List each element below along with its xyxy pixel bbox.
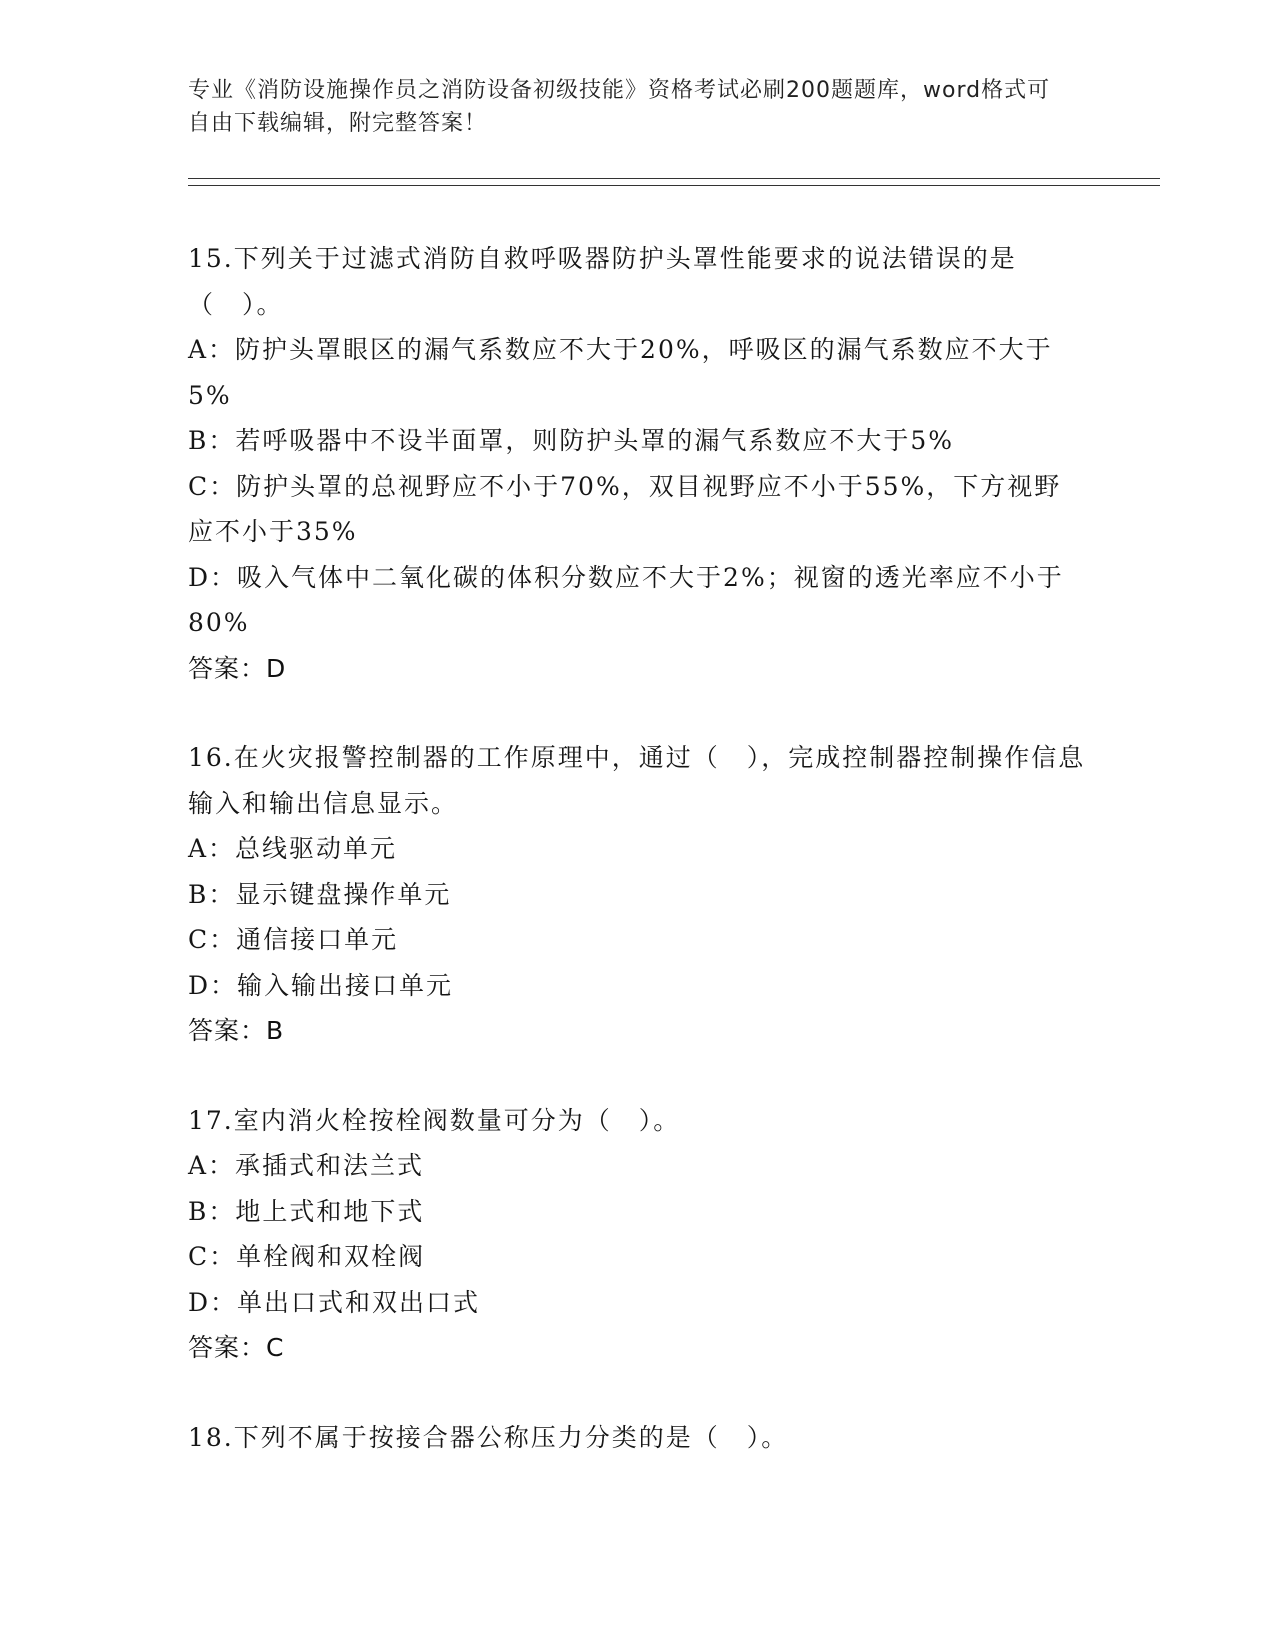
option-c: C：通信接口单元	[188, 925, 399, 954]
answer: 答案：D	[188, 653, 287, 683]
option-a: A：承插式和法兰式	[188, 1151, 425, 1180]
question-18	[188, 1415, 1088, 1461]
document-header: 专业《消防设施操作员之消防设备初级技能》资格考试必刷200题题库，word格式可自由下载编辑，附完整答案！	[188, 78, 1051, 136]
question-stem: 16.在火灾报警控制器的工作原理中，通过（ ），完成控制器控制操作信息输入和输出信息显示。	[188, 743, 1086, 818]
option-a: A：总线驱动单元	[188, 834, 398, 863]
option-b: B：若呼吸器中不设半面罩，则防护头罩的漏气系数应不大于5%	[188, 426, 955, 455]
header-double-rule	[188, 178, 1160, 186]
question-stem: 18.下列不属于按接合器公称压力分类的是（ ）。	[188, 1422, 789, 1452]
option-a: A：防护头罩眼区的漏气系数应不大于20%，呼吸区的漏气系数应不大于5%	[188, 335, 1053, 410]
option-c: C：单栓阀和双栓阀	[188, 1242, 426, 1271]
option-d: D：输入输出接口单元	[188, 970, 454, 1000]
question-list	[188, 236, 1088, 1504]
question-17	[188, 1098, 1088, 1371]
question-stem: 15.下列关于过滤式消防自救呼吸器防护头罩性能要求的说法错误的是（ ）。	[188, 244, 1017, 319]
question-16	[188, 735, 1088, 1054]
option-d: D：单出口式和双出口式	[188, 1287, 481, 1317]
answer: 答案：B	[188, 1016, 285, 1045]
option-b: B：地上式和地下式	[188, 1196, 425, 1226]
question-stem: 17.室内消火栓按栓阀数量可分为（ ）。	[188, 1105, 681, 1135]
option-b: B：显示键盘操作单元	[188, 879, 452, 909]
answer: 答案：C	[188, 1333, 285, 1362]
option-c: C：防护头罩的总视野应不小于70%，双目视野应不小于55%，下方视野应不小于35%	[188, 471, 1062, 546]
question-15	[188, 236, 1088, 691]
option-d: D：吸入气体中二氧化碳的体积分数应不大于2%；视窗的透光率应不小于80%	[188, 562, 1064, 637]
